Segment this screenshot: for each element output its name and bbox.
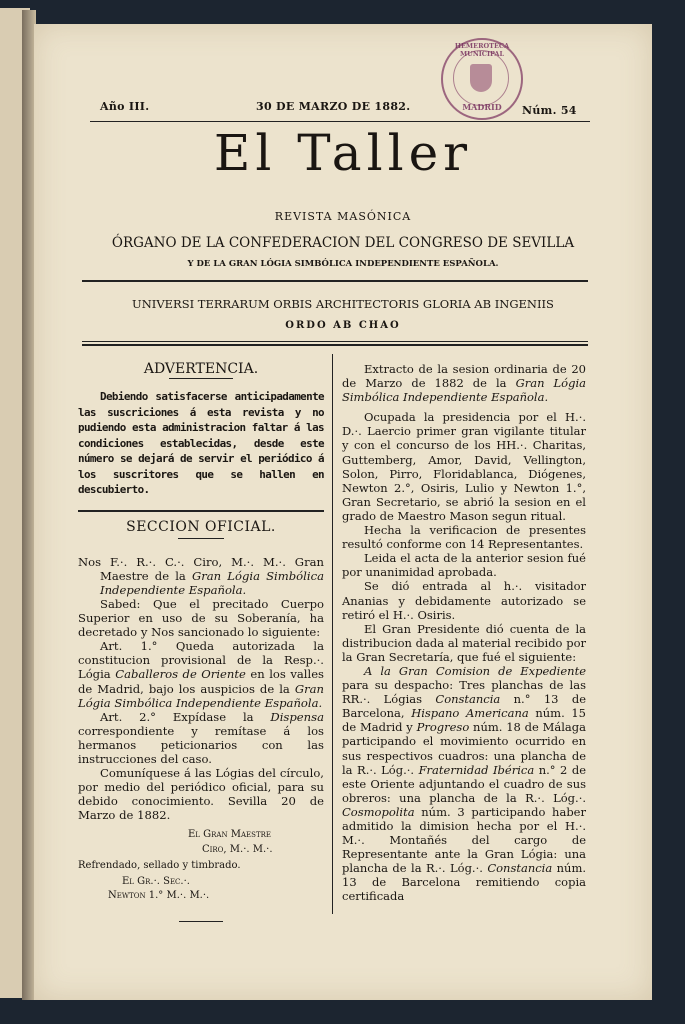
issue-year: Año III. bbox=[100, 100, 150, 113]
motto-rule-bottom bbox=[82, 344, 588, 346]
newspaper-page bbox=[34, 24, 652, 1000]
notice-title: ADVERTENCIA. bbox=[143, 361, 259, 377]
masthead-organ-secondary: Y DE LA GRAN LÓGIA SIMBÓLICA INDEPENDIENTE ESPAÑOLA. bbox=[187, 259, 499, 269]
issue-number: Núm. 54 bbox=[522, 104, 577, 117]
end-rule bbox=[179, 921, 223, 922]
header-rule bbox=[90, 121, 590, 122]
minutes-intro: Extracto de la sesion ordinaria de 20 de Marzo de 1882 de la Gran Lógia Simbólica Independiente Española. bbox=[342, 362, 586, 405]
minutes-paragraph-5: El Gran Presidente dió cuenta de la distribucion dada al material recibido por la Gran Secretaría, que fué el siguiente: bbox=[342, 621, 586, 664]
column-divider bbox=[332, 354, 333, 914]
minutes-paragraph-3: Leida el acta de la anterior sesion fué por unanimidad aprobada. bbox=[342, 551, 586, 580]
masthead-subtitle: REVISTA MASÓNICA bbox=[274, 210, 412, 223]
minutes-paragraph-2: Hecha la verificacion de presentes resultó conforme con 14 Representantes. bbox=[342, 523, 586, 552]
notice-text: Debiendo satisfacerse anticipadamente las suscriciones á esta revista y no pudiendo esta administracion faltar á las condiciones establecidas, desde este número se dejará de servir el periódico á los suscritores que se hallen en descubierto. bbox=[78, 390, 324, 497]
section-title-rule bbox=[178, 538, 224, 539]
section-rule bbox=[78, 510, 324, 512]
decree-opening: Nos F.·. R.·. C.·. Ciro, M.·. M.·. Gran Maestre de la Gran Lógia Simbólica Independiente Española. bbox=[78, 554, 324, 597]
signature-secretary: El Gr.·. Sec.·. bbox=[122, 875, 190, 887]
stamp-text-top: HEMEROTECA MUNICIPAL bbox=[454, 42, 510, 58]
signature-name: Ciro, M.·. M.·. bbox=[202, 843, 273, 855]
minutes-paragraph-6: A la Gran Comision de Expediente para su despacho: Tres planchas de las RR.·. Lógias Constancia n.° 13 de Barcelona, Hispano Americana núm. 15 de Madrid y Progreso núm. 18 de Málaga participando el movimiento ocurrido en sus respectivos cuadros: una plancha de la R.·. Lóg.·. Fraternidad Ibérica n.° 2 de este Oriente adjuntando el cuadro de sus obreros: una plancha de la R.·. Lóg.·. Cosmopolita núm. 3 participando haber admitido la dimision hecha por el H.·. M.·. Montañés del cargo de Representante ante la Gran Lógia: una plancha de la R.·. Lóg.·. Constancia núm. 13 de Barcelona remitiendo copia certificada bbox=[342, 663, 587, 904]
minutes-paragraph-1: Ocupada la presidencia por el H.·. D.·. Laercio primer gran vigilante titular y con el concurso de los HH.·. Charitas, Guttemberg, Amor, David, Vellington, Solon, Pirro, Floridablanca, Diógenes, Newton 2.°, Osiris, Lulio y Newton 1.°, Gran Secretario, se abrió la sesion en el grado de Maestro Mason segun ritual. bbox=[342, 410, 586, 523]
notice-title-rule bbox=[169, 378, 233, 379]
decree-article-2: Art. 2.° Expídase la Dispensa correspondiente y remítase á los hermanos peticionarios con las instrucciones del caso. bbox=[78, 709, 324, 766]
right-column bbox=[342, 362, 586, 904]
motto-rule-top bbox=[82, 341, 588, 342]
stamp-text-bottom: MADRID bbox=[462, 102, 502, 112]
motto-secondary: ORDO AB CHAO bbox=[285, 320, 401, 331]
coat-of-arms-icon bbox=[470, 64, 492, 92]
minutes-paragraph-4: Se dió entrada al h.·. visitador Ananias y debidamente autorizado se retiró el H.·. Osiris. bbox=[342, 579, 586, 622]
left-column bbox=[78, 362, 324, 922]
decree-closing: Comuníquese á las Lógias del círculo, por medio del periódico oficial, para su debido conocimiento. Sevilla 20 de Marzo de 1882. bbox=[78, 766, 324, 823]
library-stamp bbox=[441, 38, 523, 120]
signature-note: Refrendado, sellado y timbrado. bbox=[78, 859, 241, 871]
decree-article-1: Art. 1.° Queda autorizada la constitucion provisional de la Resp.·. Lógia Caballeros de Oriente en los valles de Madrid, bajo los auspicios de la Gran Lógia Simbólica Independiente Española. bbox=[78, 639, 325, 710]
masthead-title: El Taller bbox=[213, 124, 473, 182]
section-title: SECCION OFICIAL. bbox=[126, 518, 276, 535]
signature-secretary-name: Newton 1.° M.·. M.·. bbox=[108, 889, 210, 901]
motto: UNIVERSI TERRARUM ORBIS ARCHITECTORIS GLORIA AB INGENIIS bbox=[132, 297, 554, 311]
issue-date: 30 DE MARZO DE 1882. bbox=[256, 100, 411, 113]
masthead-organ: ÓRGANO DE LA CONFEDERACION DEL CONGRESO DE SEVILLA bbox=[111, 235, 575, 251]
masthead-rule bbox=[82, 280, 588, 282]
signature-grand-master: El Gran Maestre bbox=[188, 829, 271, 841]
decree-paragraph: Sabed: Que el precitado Cuerpo Superior en uso de su Soberanía, ha decretado y Nos sancionado lo siguiente: bbox=[78, 596, 324, 640]
